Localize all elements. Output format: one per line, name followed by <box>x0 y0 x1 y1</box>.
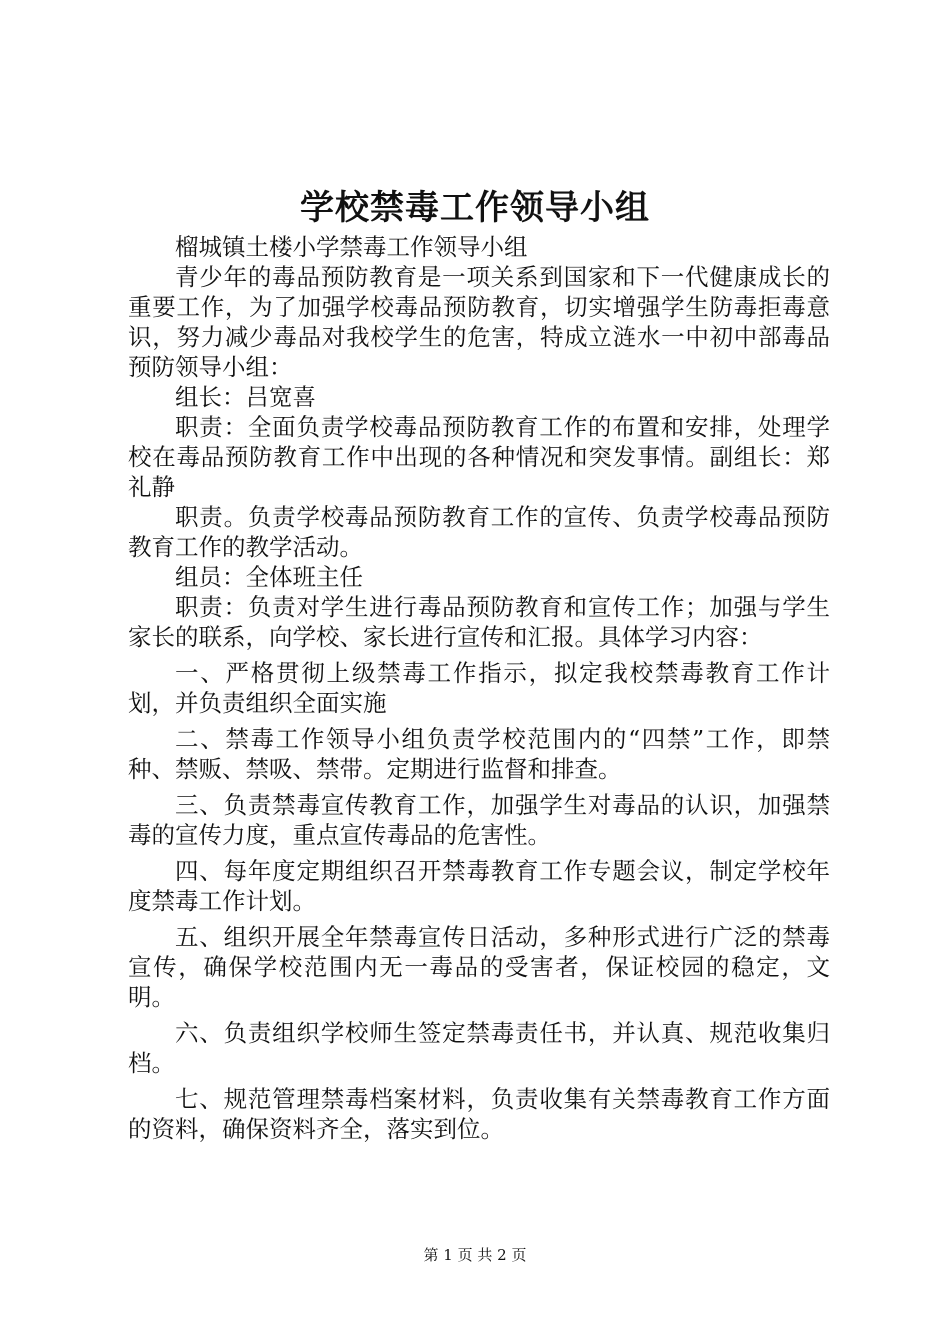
paragraph-members-duty: 职责：负责对学生进行毒品预防教育和宣传工作；加强与学生家长的联系，向学校、家长进行宣传和汇报。具体学习内容： <box>128 593 830 651</box>
page-footer: 第 1 页 共 2 页 <box>423 1246 527 1264</box>
paragraph-item-5: 五、组织开展全年禁毒宣传日活动，多种形式进行广泛的禁毒宣传，确保学校范围内无一毒品的受害者，保证校园的稳定，文明。 <box>128 923 830 1011</box>
paragraph-deputy-duty: 职责。负责学校毒品预防教育工作的宣传、负责学校毒品预防教育工作的教学活动。 <box>128 503 830 561</box>
paragraph-members: 组员：全体班主任 <box>175 563 363 591</box>
paragraph-item-7: 七、规范管理禁毒档案材料，负责收集有关禁毒教育工作方面的资料，确保资料齐全，落实到位。 <box>128 1085 830 1143</box>
document-title: 学校禁毒工作领导小组 <box>300 188 650 228</box>
paragraph-item-6: 六、负责组织学校师生签定禁毒责任书，并认真、规范收集归档。 <box>128 1019 830 1077</box>
document-body <box>128 232 830 1144</box>
paragraph-item-3: 三、负责禁毒宣传教育工作，加强学生对毒品的认识，加强禁毒的宣传力度，重点宣传毒品的危害性。 <box>128 791 830 849</box>
paragraph-leader: 组长：吕宽喜 <box>175 383 316 411</box>
paragraph-item-1: 一、严格贯彻上级禁毒工作指示，拟定我校禁毒教育工作计划，并负责组织全面实施 <box>128 659 830 717</box>
paragraph-item-4: 四、每年度定期组织召开禁毒教育工作专题会议，制定学校年度禁毒工作计划。 <box>128 857 830 915</box>
paragraph-intro: 青少年的毒品预防教育是一项关系到国家和下一代健康成长的重要工作，为了加强学校毒品预防教育，切实增强学生防毒拒毒意识，努力减少毒品对我校学生的危害，特成立涟水一中初中部毒品预防领导小组： <box>128 263 830 381</box>
paragraph-item-2: 二、禁毒工作领导小组负责学校范围内的“四禁”工作，即禁种、禁贩、禁吸、禁带。定期进行监督和排查。 <box>128 725 830 783</box>
paragraph-leader-duty: 职责：全面负责学校毒品预防教育工作的布置和安排，处理学校在毒品预防教育工作中出现的各种情况和突发事情。副组长：郑礼静 <box>128 413 830 501</box>
paragraph-subtitle: 榴城镇土楼小学禁毒工作领导小组 <box>175 233 528 261</box>
